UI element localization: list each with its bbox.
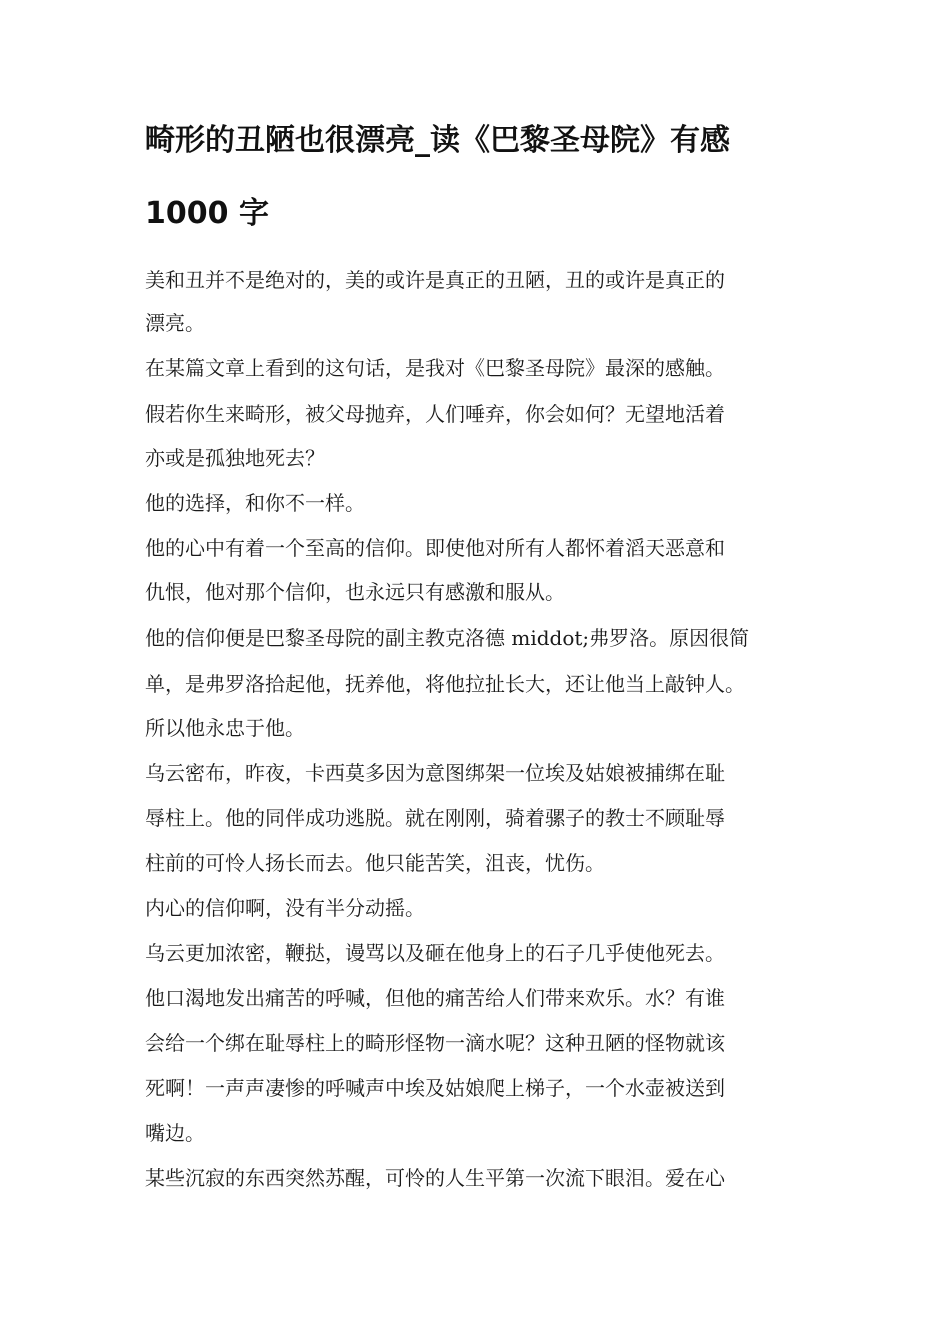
body-line: 内心的信仰啊，没有半分动摇。: [145, 896, 425, 920]
body-line: 仇恨，他对那个信仰，也永远只有感激和服从。: [145, 580, 565, 604]
body-line: 会给一个绑在耻辱柱上的畸形怪物一滴水呢？这种丑陋的怪物就该: [145, 1031, 725, 1055]
body-line: 死啊！一声声凄惨的呼喊声中埃及姑娘爬上梯子，一个水壶被送到: [145, 1076, 725, 1100]
body-line: 在某篇文章上看到的这句话，是我对《巴黎圣母院》最深的感触。: [145, 356, 725, 380]
body-line: 辱柱上。他的同伴成功逃脱。就在刚刚，骑着骡子的教士不顾耻辱: [145, 806, 725, 830]
body-line: 他的选择，和你不一样。: [145, 491, 365, 515]
body-line: 他的信仰便是巴黎圣母院的副主教克洛德 middot;弗罗洛。原因很简: [145, 626, 750, 650]
body-line: 柱前的可怜人扬长而去。他只能苦笑，沮丧，忧伤。: [145, 851, 605, 875]
body-line: 漂亮。: [145, 311, 205, 335]
body-line: 他的心中有着一个至高的信仰。即使他对所有人都怀着滔天恶意和: [145, 536, 725, 560]
document-title-line-2: 1000 字: [145, 196, 269, 231]
body-line: 所以他永忠于他。: [145, 716, 305, 740]
body-line: 假若你生来畸形，被父母抛弃，人们唾弃，你会如何？无望地活着: [145, 402, 725, 426]
body-line: 亦或是孤独地死去？: [145, 446, 325, 470]
body-line: 他口渴地发出痛苦的呼喊，但他的痛苦给人们带来欢乐。水？有谁: [145, 986, 725, 1010]
body-line: 嘴边。: [145, 1121, 205, 1145]
body-line: 美和丑并不是绝对的，美的或许是真正的丑陋，丑的或许是真正的: [145, 268, 725, 292]
body-line: 某些沉寂的东西突然苏醒，可怜的人生平第一次流下眼泪。爱在心: [145, 1166, 725, 1190]
body-line: 乌云密布，昨夜，卡西莫多因为意图绑架一位埃及姑娘被捕绑在耻: [145, 761, 725, 785]
body-line: 乌云更加浓密，鞭挞，谩骂以及砸在他身上的石子几乎使他死去。: [145, 941, 725, 965]
body-line: 单，是弗罗洛拾起他，抚养他，将他拉扯长大，还让他当上敲钟人。: [145, 672, 745, 696]
document-title-line-1: 畸形的丑陋也很漂亮_读《巴黎圣母院》有感: [145, 123, 730, 158]
